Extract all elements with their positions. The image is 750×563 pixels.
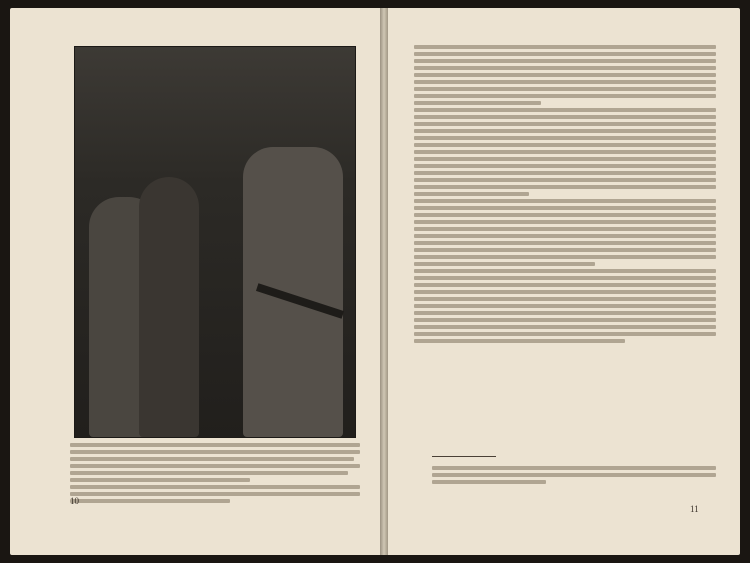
photo-figure-right [243, 147, 343, 437]
page-number-right: 11 [690, 504, 699, 514]
text-block [414, 108, 716, 196]
body-text [414, 42, 716, 345]
footnote [432, 463, 716, 484]
right-page [388, 8, 740, 555]
caption-source [70, 485, 360, 503]
left-page [10, 8, 382, 555]
text-block [414, 269, 716, 343]
caption-main [70, 443, 360, 482]
text-block [414, 199, 716, 266]
photo-figure-middle [139, 177, 199, 437]
photo-caption [70, 440, 360, 503]
footnote-rule [432, 456, 496, 457]
page-number-left: 10 [70, 496, 79, 506]
historical-photograph [74, 46, 356, 438]
text-block [414, 45, 716, 105]
